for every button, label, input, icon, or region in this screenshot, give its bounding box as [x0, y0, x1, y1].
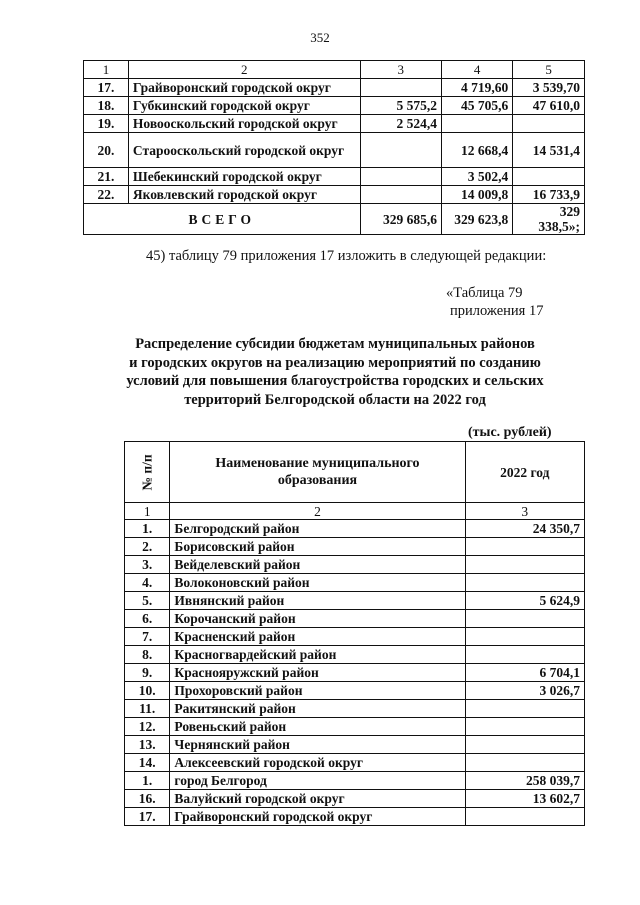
row-value	[465, 808, 584, 826]
title-line: и городских округов на реализацию мероприятий по созданию	[129, 354, 541, 371]
row-value: 45 705,6	[441, 97, 512, 115]
table-row	[125, 592, 585, 610]
row-value: 14 009,8	[441, 186, 512, 204]
row-number: 17.	[125, 808, 170, 826]
row-number: 18.	[84, 97, 129, 115]
row-name: Грайворонский городской округ	[170, 808, 465, 826]
row-value: 14 531,4	[513, 133, 585, 168]
row-value	[465, 628, 584, 646]
row-value	[465, 574, 584, 592]
total-value: 329 685,6	[360, 204, 441, 235]
table-row	[125, 682, 585, 700]
table-row	[125, 574, 585, 592]
row-value	[465, 700, 584, 718]
row-number: 16.	[125, 790, 170, 808]
row-value	[513, 115, 585, 133]
table-reference-line: «Таблица 79	[446, 285, 523, 301]
table-row	[125, 610, 585, 628]
row-value: 5 575,2	[360, 97, 441, 115]
total-label: ВСЕГО	[84, 204, 361, 235]
table-reference-line: приложения 17	[450, 303, 544, 319]
row-name: Новооскольский городской округ	[128, 115, 360, 133]
amendment-paragraph: 45) таблицу 79 приложения 17 изложить в следующей редакции:	[146, 248, 547, 264]
document-title	[100, 335, 570, 409]
column-number: 3	[465, 503, 584, 520]
row-name: Старооскольский городской округ	[128, 133, 360, 168]
total-row	[84, 204, 585, 235]
row-name: Борисовский район	[170, 538, 465, 556]
row-name: город Белгород	[170, 772, 465, 790]
row-number: 2.	[125, 538, 170, 556]
row-number: 17.	[84, 79, 129, 97]
row-name: Красненский район	[170, 628, 465, 646]
column-numbers-row	[125, 503, 585, 520]
subsidy-table	[124, 441, 585, 826]
table-row	[125, 772, 585, 790]
row-number: 21.	[84, 168, 129, 186]
row-number: 4.	[125, 574, 170, 592]
row-value	[441, 115, 512, 133]
table-row	[125, 808, 585, 826]
row-value	[360, 79, 441, 97]
row-name: Корочанский район	[170, 610, 465, 628]
row-name: Красногвардейский район	[170, 646, 465, 664]
title-line: условий для повышения благоустройства городских и сельских	[126, 373, 544, 389]
row-value: 3 539,70	[513, 79, 585, 97]
row-name: Краснояружский район	[170, 664, 465, 682]
table-row	[84, 133, 585, 168]
row-name: Белгородский район	[170, 520, 465, 538]
page-number: 352	[310, 30, 330, 45]
row-number: 14.	[125, 754, 170, 772]
row-name: Чернянский район	[170, 736, 465, 754]
row-number: 12.	[125, 718, 170, 736]
column-number: 1	[84, 61, 129, 79]
row-value	[465, 556, 584, 574]
column-number: 2	[128, 61, 360, 79]
title-line: Распределение субсидии бюджетам муниципальных районов	[135, 336, 535, 352]
row-name: Ивнянский район	[170, 592, 465, 610]
header-number	[125, 442, 170, 503]
table-row	[125, 538, 585, 556]
row-number: 6.	[125, 610, 170, 628]
table-row	[84, 115, 585, 133]
row-value: 12 668,4	[441, 133, 512, 168]
table-header-row	[84, 61, 585, 79]
row-number: 1.	[125, 520, 170, 538]
row-name: Валуйский городской округ	[170, 790, 465, 808]
row-value	[360, 133, 441, 168]
table-reference	[446, 284, 543, 320]
row-value: 24 350,7	[465, 520, 584, 538]
table-row	[84, 97, 585, 115]
row-value	[513, 168, 585, 186]
total-value: 329 338,5»;	[513, 204, 585, 235]
row-value: 3 026,7	[465, 682, 584, 700]
header-name: Наименование муниципального образования	[170, 442, 465, 503]
row-name: Ровеньский район	[170, 718, 465, 736]
row-value: 2 524,4	[360, 115, 441, 133]
row-name: Яковлевский городской округ	[128, 186, 360, 204]
row-number: 3.	[125, 556, 170, 574]
row-value	[360, 186, 441, 204]
table-row	[125, 790, 585, 808]
table-row	[125, 664, 585, 682]
row-number: 10.	[125, 682, 170, 700]
column-number: 2	[170, 503, 465, 520]
continuation-table	[83, 60, 585, 235]
row-name: Прохоровский район	[170, 682, 465, 700]
row-value: 3 502,4	[441, 168, 512, 186]
column-number: 1	[125, 503, 170, 520]
table-header-row	[125, 442, 585, 503]
row-value	[465, 718, 584, 736]
row-value: 47 610,0	[513, 97, 585, 115]
units-label: (тыс. рублей)	[468, 425, 552, 440]
table-row	[125, 736, 585, 754]
row-value: 4 719,60	[441, 79, 512, 97]
row-value: 13 602,7	[465, 790, 584, 808]
row-value: 5 624,9	[465, 592, 584, 610]
row-value	[465, 736, 584, 754]
row-number: 13.	[125, 736, 170, 754]
column-number: 5	[513, 61, 585, 79]
table-row	[125, 700, 585, 718]
column-number: 3	[360, 61, 441, 79]
table-row	[125, 718, 585, 736]
row-value	[465, 646, 584, 664]
table-row	[84, 168, 585, 186]
header-year: 2022 год	[465, 442, 584, 503]
header-number-text: № п/п	[139, 453, 155, 491]
row-value: 16 733,9	[513, 186, 585, 204]
table-row	[125, 754, 585, 772]
table-row	[84, 79, 585, 97]
total-value: 329 623,8	[441, 204, 512, 235]
row-name: Шебекинский городской округ	[128, 168, 360, 186]
row-name: Грайворонский городской округ	[128, 79, 360, 97]
row-value: 6 704,1	[465, 664, 584, 682]
row-number: 20.	[84, 133, 129, 168]
row-name: Алексеевский городской округ	[170, 754, 465, 772]
row-number: 19.	[84, 115, 129, 133]
row-value	[360, 168, 441, 186]
column-number: 4	[441, 61, 512, 79]
row-name: Губкинский городской округ	[128, 97, 360, 115]
row-number: 5.	[125, 592, 170, 610]
table-row	[125, 646, 585, 664]
row-number: 1.	[125, 772, 170, 790]
row-name: Ракитянский район	[170, 700, 465, 718]
table-body	[125, 520, 585, 826]
table-row	[125, 628, 585, 646]
table-row	[84, 186, 585, 204]
row-name: Вейделевский район	[170, 556, 465, 574]
row-number: 11.	[125, 700, 170, 718]
row-number: 7.	[125, 628, 170, 646]
row-number: 9.	[125, 664, 170, 682]
row-number: 22.	[84, 186, 129, 204]
table-row	[125, 520, 585, 538]
row-value	[465, 610, 584, 628]
row-value	[465, 538, 584, 556]
table-row	[125, 556, 585, 574]
row-value	[465, 754, 584, 772]
row-name: Волоконовский район	[170, 574, 465, 592]
row-number: 8.	[125, 646, 170, 664]
title-line: территорий Белгородской области на 2022 год	[184, 391, 486, 408]
row-value: 258 039,7	[465, 772, 584, 790]
